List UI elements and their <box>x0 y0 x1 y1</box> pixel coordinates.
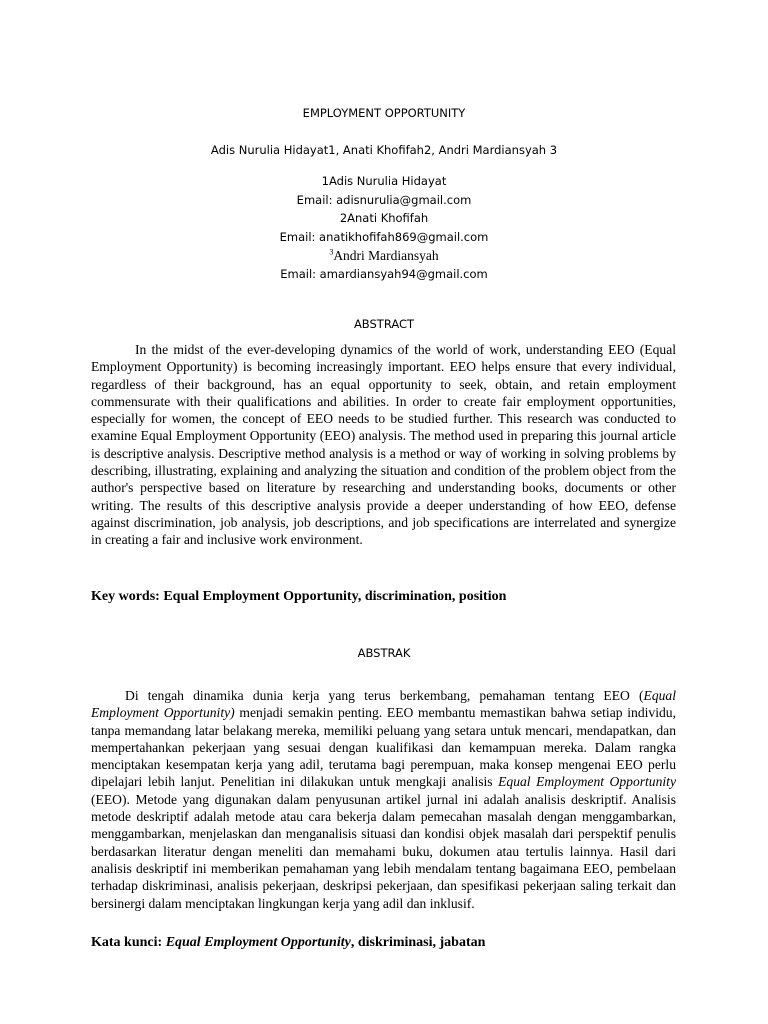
abstrak-text-3: (EEO). Metode yang digunakan dalam penyusunan artikel jurnal ini adalah analisis deskriptif. Analisis metode deskriptif adalah metode atau cara bekerja dalam pemecahan masalah dengan menggambarkan, menggambarkan, menjelaskan dan menganalisis situasi dan kondisi objek masalah dari perspektif penulis berdasarkan literatur dengan meneliti dan memahami buku, dokumen atau tertulis lainnya. Hasil dari analisis deskriptif ini memberikan pemahaman yang lebih mendalam tentang bagaimana EEO, pembelaan terhadap diskriminasi, analisis pekerjaan, deskripsi pekerjaan, dan spesifikasi pekerjaan saling terkait dan bersinergi dalam menciptakan lingkungan kerja yang adil dan inklusif. <box>91 791 676 911</box>
kata-kunci-label: Kata kunci: <box>91 935 166 950</box>
abstrak-italic-term-2: Equal Employment Opportunity <box>498 774 676 790</box>
abstrak-text-2: menjadi semakin penting. EEO membantu memastikan bahwa setiap individu, tanpa memandang latar belakang mereka, memiliki peluang yang setara untuk mencari, mendapatkan, dan mempertahankan pekerjaan yang sesuai dengan kualifikasi dan kemampuan mereka. Dalam rangka menciptakan kesempatan kerja yang adil, terutama bagi perempuan, maka konsep mengenai EEO perlu dipelajari lebih lanjut. Penelitian ini dilakukan untuk mengkaji analisis <box>91 705 676 790</box>
abstrak-italic-term-1: Equal Employment Opportunity) <box>91 688 676 721</box>
keywords-english: Key words: Equal Employment Opportunity, discrimination, position <box>91 589 507 604</box>
author-2-name: 2Anati Khofifah <box>339 211 429 226</box>
kata-kunci-italic-term: Equal Employment Opportunity <box>165 935 351 950</box>
author-3-superscript: 3 <box>329 247 334 257</box>
author-2-email: Email: anatikhofifah869@gmail.com <box>279 230 489 245</box>
abstrak-text-1: Di tengah dinamika dunia kerja yang terus berkembang, pemahaman tentang EEO ( <box>125 688 644 703</box>
author-3-line <box>0 247 768 266</box>
paper-title: EMPLOYMENT OPPORTUNITY <box>302 106 466 120</box>
author-1-name: 1Adis Nurulia Hidayat <box>321 174 447 188</box>
abstrak-body <box>91 687 676 912</box>
abstract-heading: ABSTRACT <box>353 317 415 331</box>
kata-kunci-rest: , diskriminasi, jabatan <box>350 935 486 950</box>
author-list: Adis Nurulia Hidayat1, Anati Khofifah2, Andri Mardiansyah 3 <box>210 143 558 157</box>
abstract-body: In the midst of the ever-developing dynamics of the world of work, understanding EEO (Equal Employment Opportunity) is becoming increasingly important. EEO helps ensure that every individual, regardless of their background, has an equal opportunity to seek, obtain, and retain employment commensurate with their qualifications and abilities. In order to create fair employment opportunities, especially for women, the concept of EEO needs to be studied further. This research was conducted to examine Equal Employment Opportunity (EEO) analysis. The method used in preparing this journal article is descriptive analysis. Descriptive method analysis is a method or way of working in solving problems by describing, illustrating, explaining and analyzing the situation and condition of the problem object from the author's perspective based on literature by researching and understanding books, documents or other writing. The results of this descriptive analysis provide a deeper understanding of how EEO, defense against discrimination, job analysis, job descriptions, and job specifications are interrelated and synergize in creating a fair and inclusive work environment. <box>91 342 676 548</box>
abstrak-heading: ABSTRAK <box>357 646 411 660</box>
affiliation-block <box>0 172 768 284</box>
author-3-email: Email: amardiansyah94@gmail.com <box>280 267 488 282</box>
author-1-email: Email: adisnurulia@gmail.com <box>296 192 472 207</box>
author-3-name: Andri Mardiansyah <box>333 247 439 263</box>
keywords-indonesian <box>91 934 691 952</box>
